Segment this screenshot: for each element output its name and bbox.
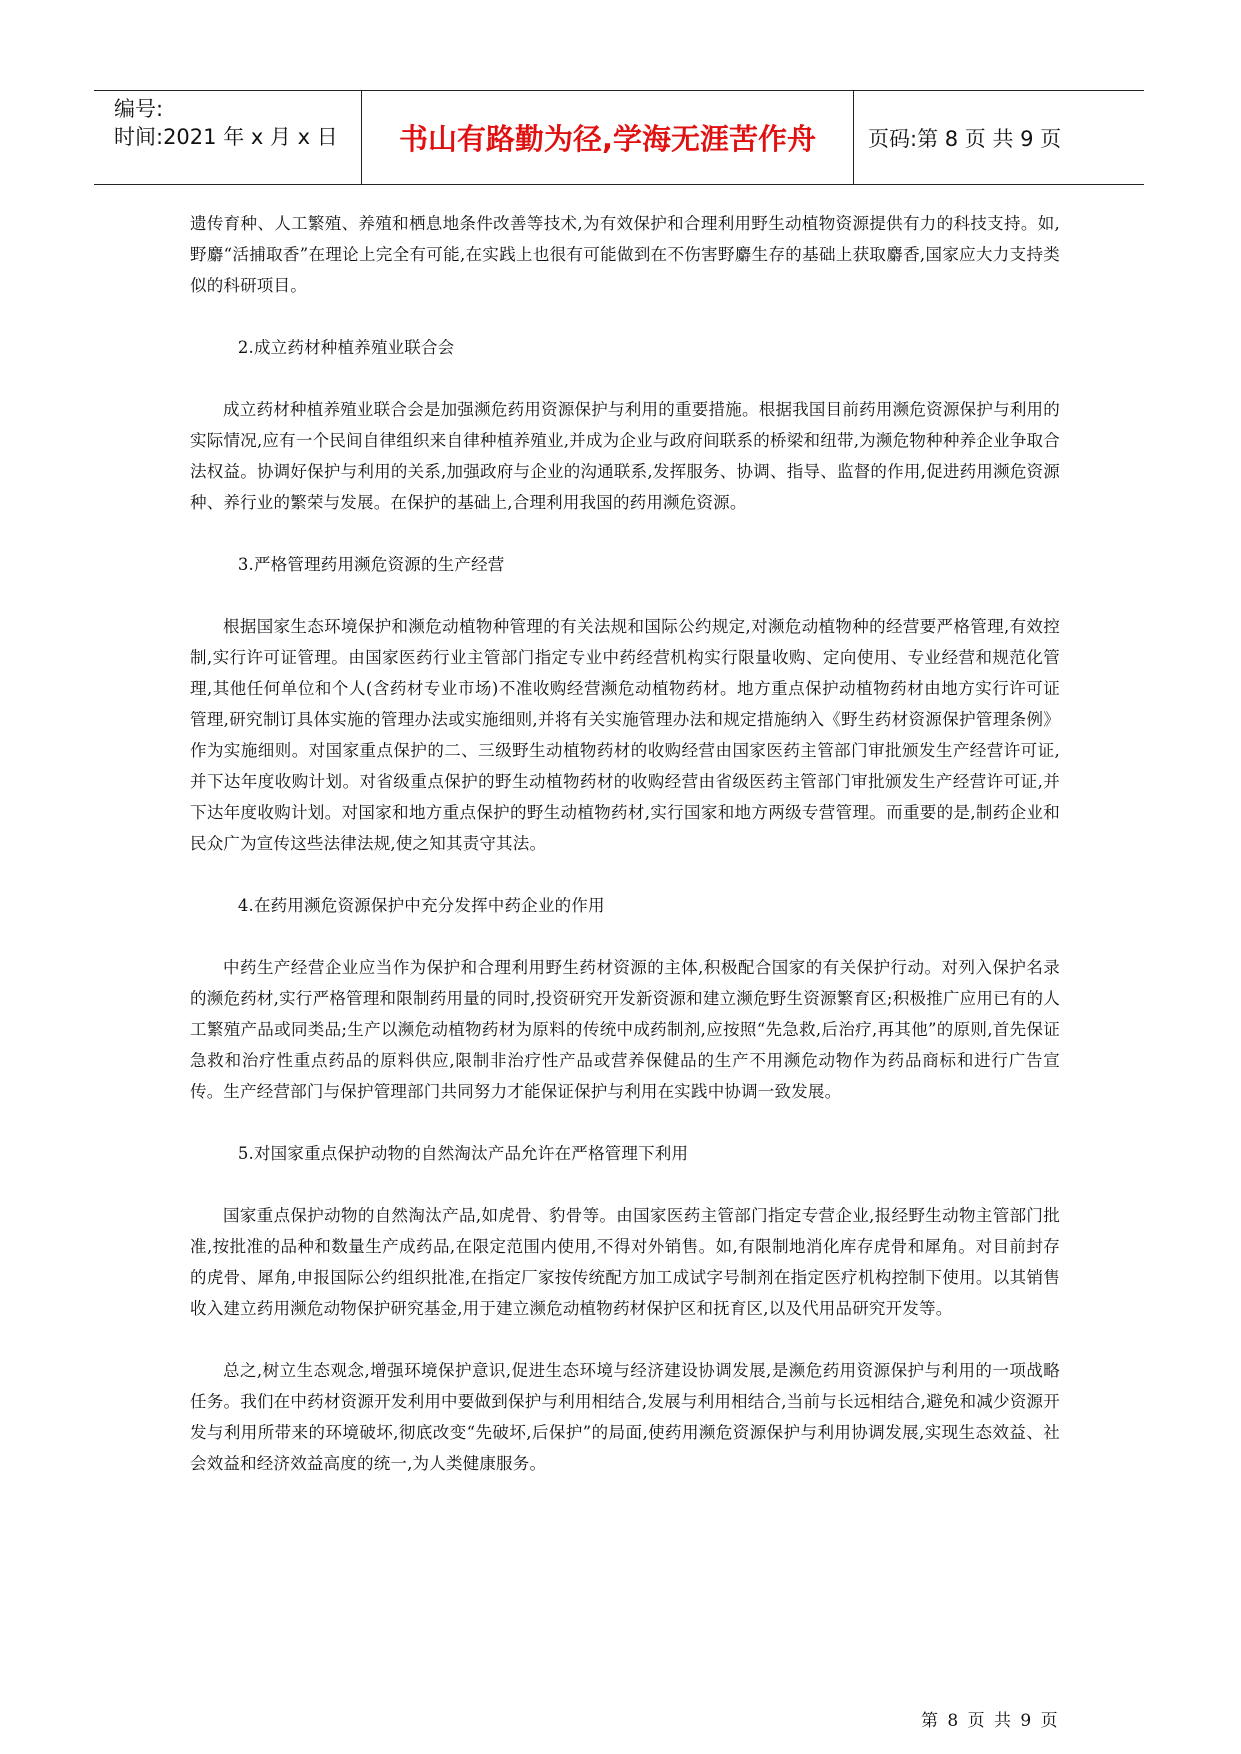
paragraph-section-2: 成立药材种植养殖业联合会是加强濒危药用资源保护与利用的重要措施。根据我国目前药用濒危资源保护与利用的实际情况,应有一个民间自律组织来自律种植养殖业,并成为企业与政府间联系的桥梁和纽带,为濒危物种种养企业争取合法权益。协调好保护与利用的关系,加强政府与企业的沟通联系,发挥服务、协调、指导、监督的作用,促进药用濒危资源种、养行业的繁荣与发展。在保护的基础上,合理利用我国的药用濒危资源。 xyxy=(190,400,1060,512)
section-heading-3: 3.严格管理药用濒危资源的生产经营 xyxy=(237,555,505,574)
section-heading-5: 5.对国家重点保护动物的自然淘汰产品允许在严格管理下利用 xyxy=(237,1144,689,1163)
paragraph-continuation: 遗传育种、人工繁殖、养殖和栖息地条件改善等技术,为有效保护和合理利用野生动植物资源提供有力的科技支持。如,野麝“活捕取香”在理论上完全有可能,在实践上也很有可能做到在不伤害野麝生存的基础上获取麝香,国家应大力支持类似的科研项目。 xyxy=(190,214,1060,295)
header-meta xyxy=(94,91,362,184)
document-time-label: 时间:2021 年 x 月 x 日 xyxy=(114,125,338,149)
section-heading-4: 4.在药用濒危资源保护中充分发挥中药企业的作用 xyxy=(237,896,605,915)
paragraph-section-5: 国家重点保护动物的自然淘汰产品,如虎骨、豹骨等。由国家医药主管部门指定专营企业,报经野生动物主管部门批准,按批准的品种和数量生产成药品,在限定范围内使用,不得对外销售。如,有限制地消化库存虎骨和犀角。对目前封存的虎骨、犀角,申报国际公约组织批准,在指定厂家按传统配方加工成试字号制剂在指定医疗机构控制下使用。以其销售收入建立药用濒危动物保护研究基金,用于建立濒危动植物药材保护区和抚育区,以及代用品研究开发等。 xyxy=(190,1206,1060,1318)
paragraph-section-3: 根据国家生态环境保护和濒危动植物种管理的有关法规和国际公约规定,对濒危动植物种的经营要严格管理,有效控制,实行许可证管理。由国家医药行业主管部门指定专业中药经营机构实行限量收购、定向使用、专业经营和规范化管理,其他任何单位和个人(含药材专业市场)不准收购经营濒危动植物药材。地方重点保护动植物药材由地方实行许可证管理,研究制订具体实施的管理办法或实施细则,并将有关实施管理办法和规定措施纳入《野生药材资源保护管理条例》作为实施细则。对国家重点保护的二、三级野生动植物药材的收购经营由国家医药主管部门审批颁发生产经营许可证,并下达年度收购计划。对省级重点保护的野生动植物药材的收购经营由省级医药主管部门审批颁发生产经营许可证,并下达年度收购计划。对国家和地方重点保护的野生动植物药材,实行国家和地方两级专营管理。而重要的是,制药企业和民众广为宣传这些法律法规,使之知其责守其法。 xyxy=(190,617,1060,853)
header-page-code: 页码:第 8 页 共 9 页 xyxy=(868,126,1062,151)
paragraph-conclusion: 总之,树立生态观念,增强环境保护意识,促进生态环境与经济建设协调发展,是濒危药用资源保护与利用的一项战略任务。我们在中药材资源开发利用中要做到保护与利用相结合,发展与利用相结合,当前与长远相结合,避免和减少资源开发与利用所带来的环境破坏,彻底改变“先破坏,后保护”的局面,使药用濒危资源保护与利用协调发展,实现生态效益、社会效益和经济效益高度的统一,为人类健康服务。 xyxy=(190,1361,1060,1473)
page-footer: 第 8 页 共 9 页 xyxy=(921,1711,1060,1731)
page-header xyxy=(94,90,1144,185)
header-motto: 书山有路勤为径,学海无涯苦作舟 xyxy=(362,91,854,184)
section-heading-2: 2.成立药材种植养殖业联合会 xyxy=(237,338,455,357)
document-number-label: 编号: xyxy=(114,97,164,121)
paragraph-section-4: 中药生产经营企业应当作为保护和合理利用野生药材资源的主体,积极配合国家的有关保护行动。对列入保护名录的濒危药材,实行严格管理和限制药用量的同时,投资研究开发新资源和建立濒危野生资源繁育区;积极推广应用已有的人工繁殖产品或同类品;生产以濒危动植物药材为原料的传统中成药制剂,应按照“先急救,后治疗,再其他”的原则,首先保证急救和治疗性重点药品的原料供应,限制非治疗性产品或营养保健品的生产不用濒危动物作为药品商标和进行广告宣传。生产经营部门与保护管理部门共同努力才能保证保护与利用在实践中协调一致发展。 xyxy=(190,958,1060,1101)
document-body xyxy=(190,208,1060,1479)
